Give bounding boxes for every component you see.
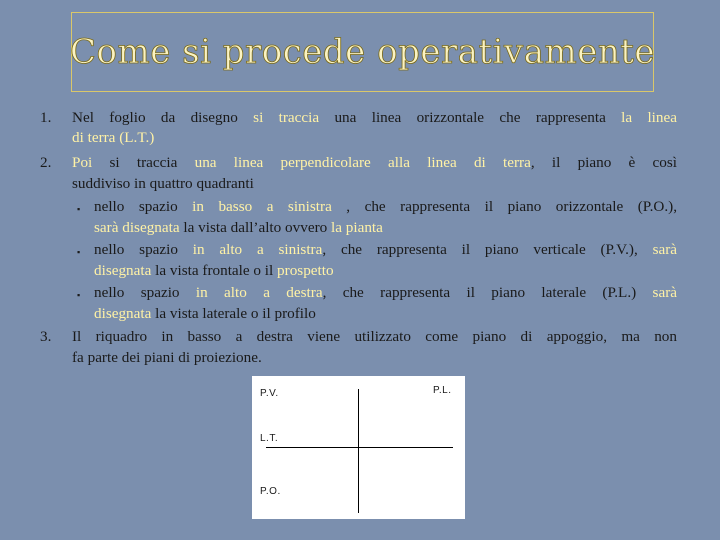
label-pl: P.L. <box>433 385 452 396</box>
list-item-3-line-2: fa parte dei piani di proiezione. <box>72 349 262 366</box>
list-item-3-line-1: Il riquadro in basso a destra viene utilizzato come piano di appoggio, ma non <box>72 328 677 345</box>
bullet-icon: ▪ <box>77 204 81 214</box>
list-item-1-line-2: di terra (L.T.) <box>72 129 155 146</box>
bullet-1-line-1: nello spazio in basso a sinistra , che rappresenta il piano orizzontale (P.O.), <box>94 198 677 215</box>
bullet-3-line-2: disegnata la vista laterale o il profilo <box>94 305 316 322</box>
bullet-1-line-2: sarà disegnata la vista dall’alto ovvero la pianta <box>94 219 383 236</box>
list-number: 3. <box>40 328 52 345</box>
label-pv: P.V. <box>260 388 279 399</box>
label-po: P.O. <box>260 486 281 497</box>
list-number: 1. <box>40 109 52 126</box>
ground-line <box>266 447 453 448</box>
bullet-2-line-1: nello spazio in alto a sinistra, che rappresenta il piano verticale (P.V.), sarà <box>94 241 678 258</box>
title-frame <box>71 12 654 92</box>
projection-diagram <box>252 376 465 519</box>
bullet-icon: ▪ <box>77 247 81 257</box>
bullet-2-line-2: disegnata la vista frontale o il prospetto <box>94 262 334 279</box>
list-number: 2. <box>40 154 52 171</box>
bullet-3-line-1: nello spazio in alto a destra, che rappresenta il piano laterale (P.L.) sarà <box>94 284 677 301</box>
bullet-icon: ▪ <box>77 290 81 300</box>
label-lt: L.T. <box>260 433 279 444</box>
perpendicular-line <box>358 389 359 513</box>
list-item-1-line-1: Nel foglio da disegno si traccia una linea orizzontale che rappresenta la linea <box>72 109 677 126</box>
slide-title: Come si procede operativamente <box>69 32 656 72</box>
list-item-2-line-1: Poi si traccia una linea perpendicolare alla linea di terra, il piano è così <box>72 154 678 171</box>
list-item-2-line-2: suddiviso in quattro quadranti <box>72 175 254 192</box>
